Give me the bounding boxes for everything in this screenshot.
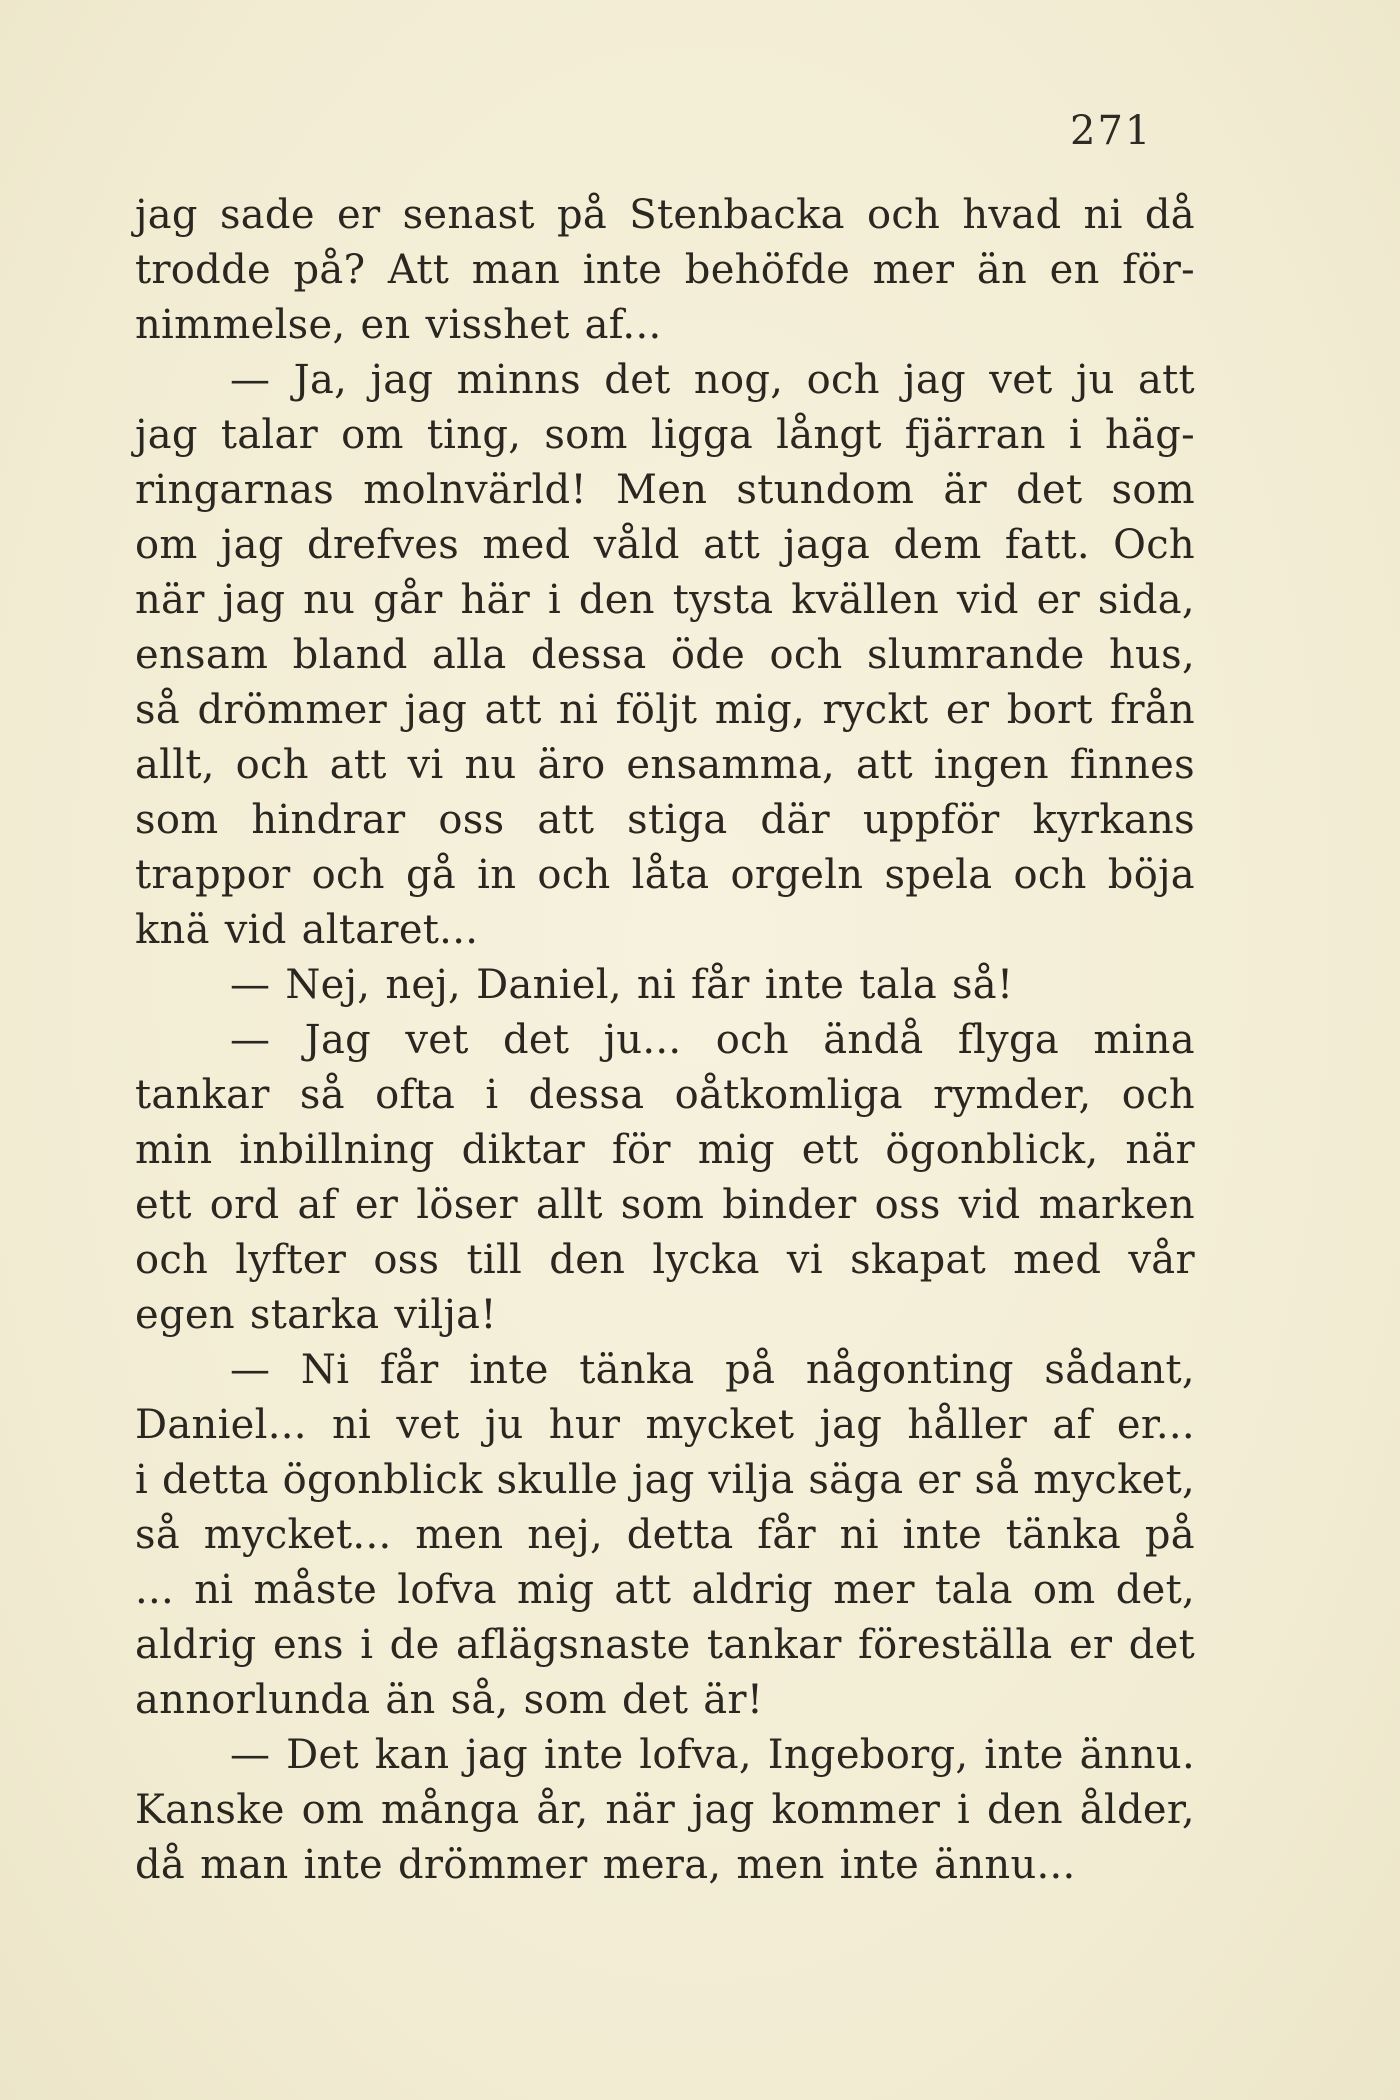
text-line: jag talar om ting, som ligga långt fjärran i häg- — [135, 412, 1195, 458]
text-line: knä vid altaret... — [135, 907, 479, 953]
text-line: Daniel... ni vet ju hur mycket jag håller af er... — [135, 1402, 1195, 1448]
text-line: så drömmer jag att ni följt mig, ryckt er bort från — [135, 687, 1195, 733]
text-line: ... ni måste lofva mig att aldrig mer tala om det, — [135, 1567, 1195, 1613]
text-line: — Nej, nej, Daniel, ni får inte tala så! — [230, 962, 1014, 1008]
text-line: i detta ögonblick skulle jag vilja säga er så mycket, — [135, 1457, 1195, 1503]
text-line: egen starka vilja! — [135, 1292, 497, 1338]
text-line: — Det kan jag inte lofva, Ingeborg, inte ännu. — [230, 1732, 1195, 1778]
text-line: ensam bland alla dessa öde och slumrande hus, — [135, 632, 1195, 678]
text-line: — Ja, jag minns det nog, och jag vet ju att — [230, 357, 1195, 403]
text-line: så mycket... men nej, detta får ni inte tänka på — [135, 1512, 1195, 1558]
text-line: annorlunda än så, som det är! — [135, 1677, 764, 1723]
text-line: — Jag vet det ju... och ändå flyga mina — [230, 1017, 1195, 1063]
text-line: trappor och gå in och låta orgeln spela och böja — [135, 852, 1195, 898]
text-line: jag sade er senast på Stenbacka och hvad ni då — [135, 192, 1195, 238]
text-line: om jag drefves med våld att jaga dem fatt. Och — [135, 522, 1195, 568]
text-line: ett ord af er löser allt som binder oss vid marken — [135, 1182, 1195, 1228]
text-line: allt, och att vi nu äro ensamma, att ingen finnes — [135, 742, 1195, 788]
body-text — [135, 188, 1195, 1893]
text-line: som hindrar oss att stiga där uppför kyrkans — [135, 797, 1195, 843]
text-line: ringarnas molnvärld! Men stundom är det som — [135, 467, 1195, 513]
text-line: nimmelse, en visshet af... — [135, 302, 662, 348]
text-line: trodde på? Att man inte behöfde mer än en för- — [135, 247, 1195, 293]
text-line: och lyfter oss till den lycka vi skapat med vår — [135, 1237, 1195, 1283]
text-line: när jag nu går här i den tysta kvällen vid er sida, — [135, 577, 1195, 623]
text-line: tankar så ofta i dessa oåtkomliga rymder, och — [135, 1072, 1195, 1118]
text-line: då man inte drömmer mera, men inte ännu... — [135, 1842, 1076, 1888]
text-line: min inbillning diktar för mig ett ögonblick, när — [135, 1127, 1195, 1173]
text-line: aldrig ens i de aflägsnaste tankar föreställa er det — [135, 1622, 1195, 1668]
text-line: — Ni får inte tänka på någonting sådant, — [230, 1347, 1195, 1393]
page-number: 271 — [1070, 108, 1153, 154]
text-line: Kanske om många år, när jag kommer i den ålder, — [135, 1787, 1195, 1833]
